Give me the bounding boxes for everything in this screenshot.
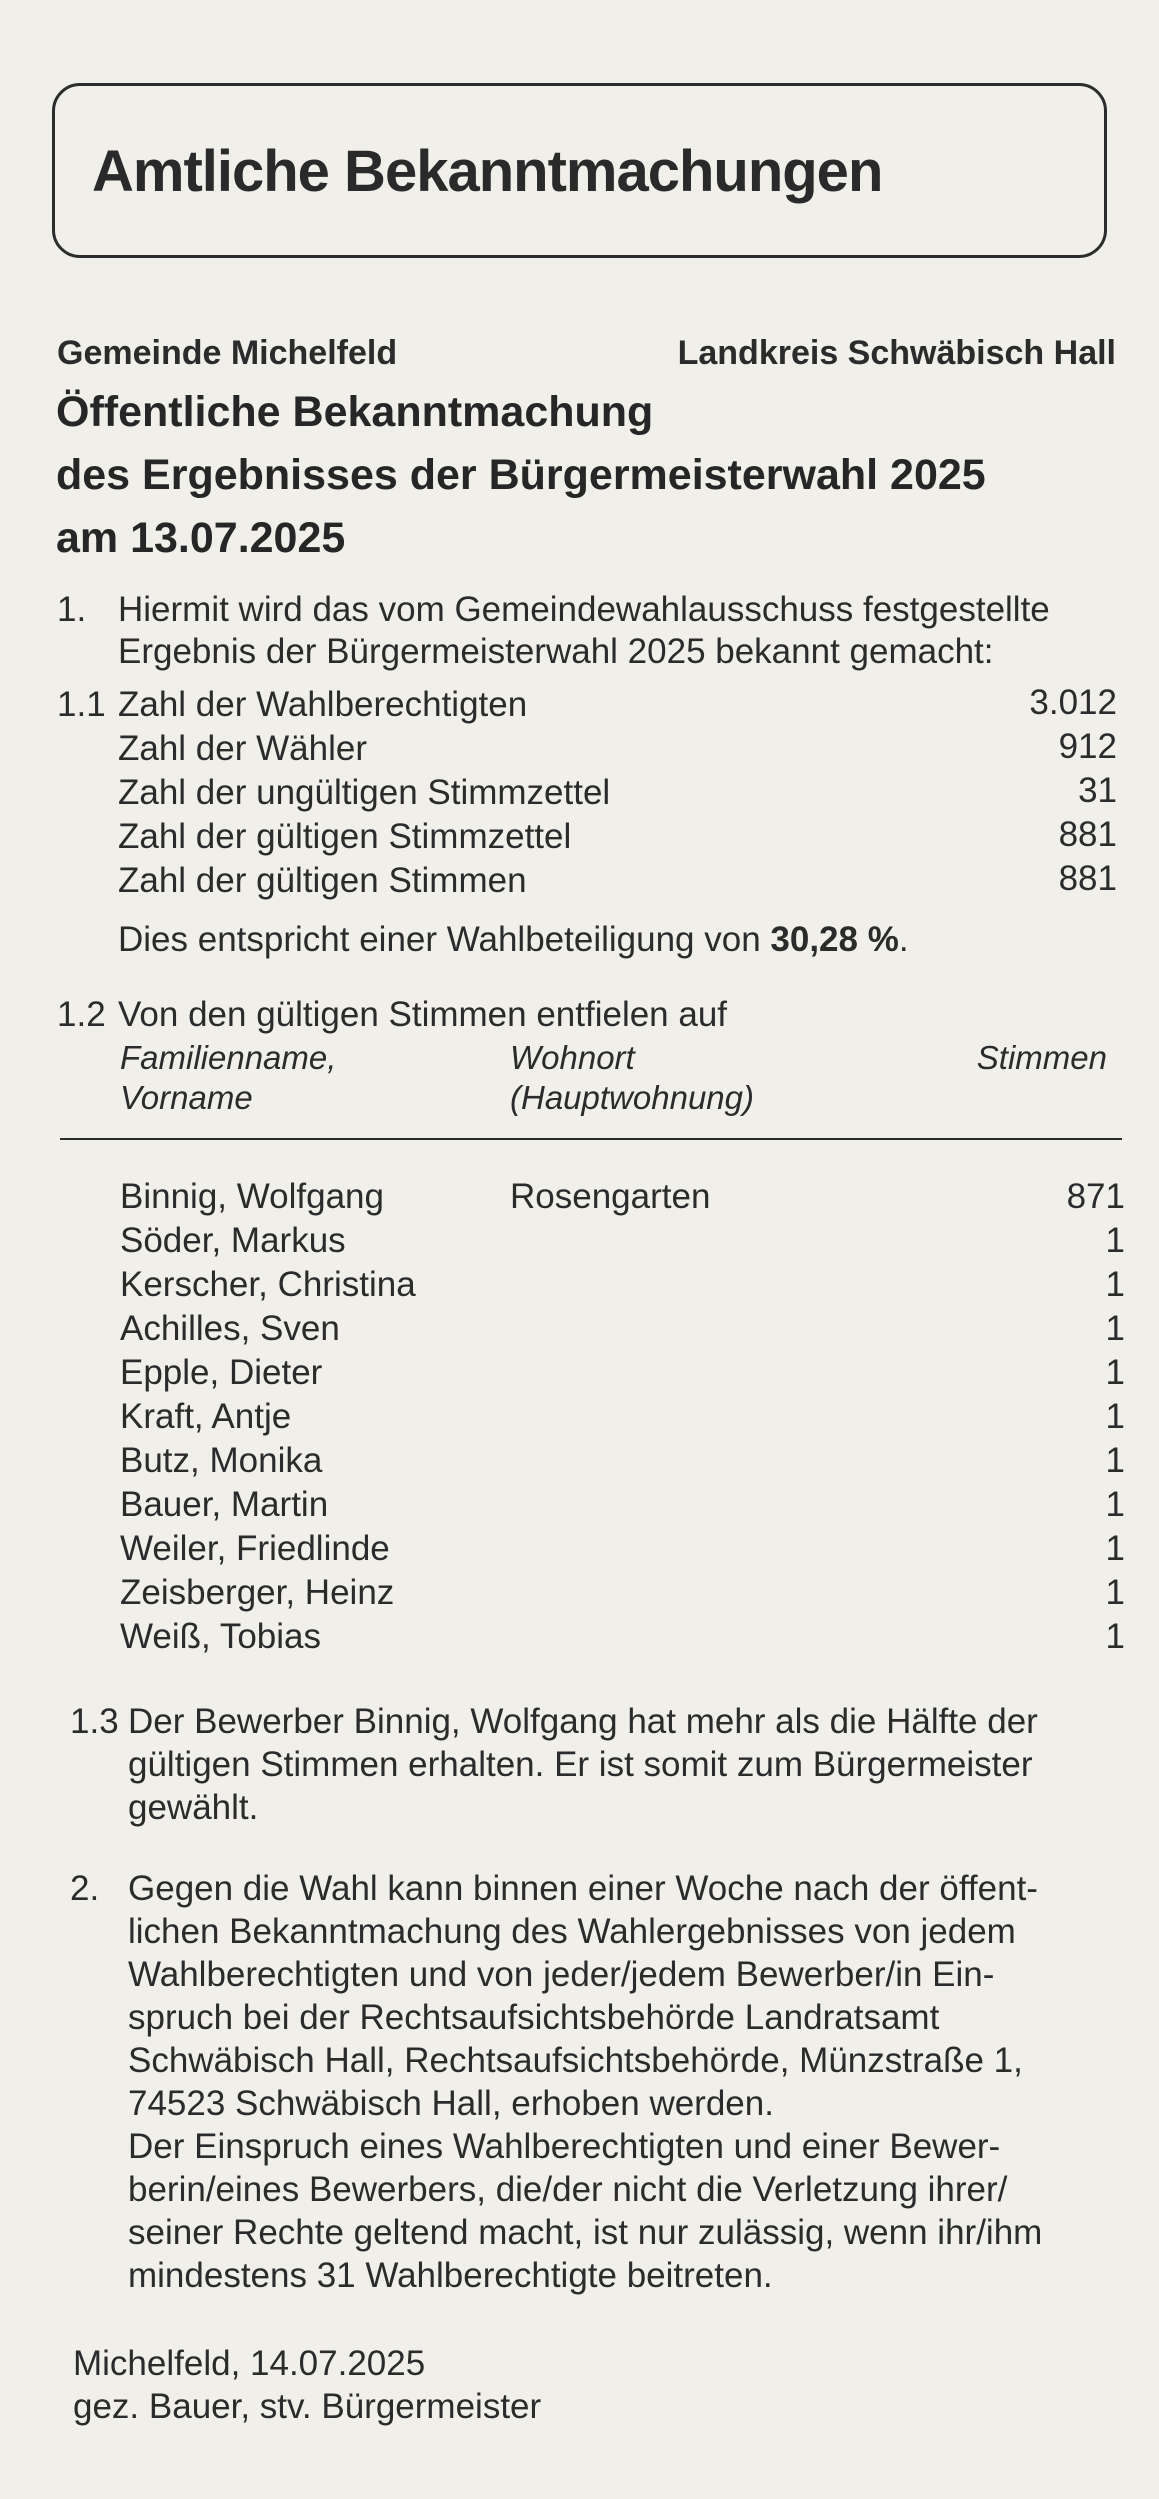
- candidate-votes: 1: [1105, 1397, 1125, 1436]
- table-row: [120, 1527, 1125, 1571]
- candidate-name: Binnig, Wolfgang: [120, 1177, 384, 1216]
- candidate-name: Kraft, Antje: [120, 1397, 292, 1436]
- stat-value: 31: [1078, 771, 1117, 810]
- candidate-name: Epple, Dieter: [120, 1353, 323, 1392]
- table-row: [120, 1483, 1125, 1527]
- candidate-votes: 1: [1105, 1265, 1125, 1304]
- candidate-name: Achilles, Sven: [120, 1309, 340, 1348]
- stat-value: 912: [1058, 727, 1117, 766]
- section-1-line-1: Hiermit wird das vom Gemeindewahlausschuss festgestellte: [118, 590, 1050, 629]
- section-2-line: 74523 Schwäbisch Hall, erhoben werden.: [128, 2084, 774, 2123]
- section-1-number: 1.: [57, 590, 87, 629]
- table-row: [120, 1175, 1125, 1219]
- candidate-votes: 1: [1105, 1529, 1125, 1568]
- section-1-line-2: Ergebnis der Bürgermeisterwahl 2025 bekannt gemacht:: [118, 632, 994, 671]
- table-row: [120, 1351, 1125, 1395]
- candidate-votes: 1: [1105, 1485, 1125, 1524]
- section-2-number: 2.: [70, 1869, 100, 1908]
- stat-label: Zahl der gültigen Stimmzettel: [118, 817, 572, 856]
- headline-line-1: Öffentliche Bekanntmachung: [56, 388, 654, 436]
- table-row: [120, 1615, 1125, 1659]
- table-row: [120, 1571, 1125, 1615]
- section-2-line: Gegen die Wahl kann binnen einer Woche nach der öffent-: [128, 1869, 1038, 1908]
- table-row: [120, 1307, 1125, 1351]
- candidate-name: Kerscher, Christina: [120, 1265, 416, 1304]
- stat-label: Zahl der Wahlberechtigten: [118, 685, 528, 724]
- section-2-line: lichen Bekanntmachung des Wahlergebnisses von jedem: [128, 1912, 1016, 1951]
- candidate-name: Zeisberger, Heinz: [120, 1573, 395, 1612]
- headline-line-2: des Ergebnisses der Bürgermeisterwahl 2025: [56, 451, 986, 499]
- section-1-3-number: 1.3: [70, 1702, 119, 1741]
- candidate-name: Bauer, Martin: [120, 1485, 329, 1524]
- column-header-residence-1: Wohnort: [510, 1039, 635, 1076]
- table-row: [120, 1439, 1125, 1483]
- candidate-name: Söder, Markus: [120, 1221, 346, 1260]
- section-2-line: Schwäbisch Hall, Rechtsaufsichtsbehörde, Münzstraße 1,: [128, 2041, 1023, 2080]
- stat-value: 3.012: [1029, 683, 1117, 722]
- section-1-3-line-3: gewählt.: [128, 1788, 259, 1827]
- section-2-line: Der Einspruch eines Wahlberechtigten und einer Bewer-: [128, 2127, 1001, 2166]
- section-2-line: spruch bei der Rechtsaufsichtsbehörde Landratsamt: [128, 1998, 940, 2037]
- section-1-2-number: 1.2: [57, 995, 106, 1034]
- section-1-3-line-1: Der Bewerber Binnig, Wolfgang hat mehr als die Hälfte der: [128, 1702, 1038, 1741]
- turnout-value: 30,28 %: [770, 920, 899, 959]
- candidate-name: Weiß, Tobias: [120, 1617, 322, 1656]
- candidate-name: Weiler, Friedlinde: [120, 1529, 390, 1568]
- section-2-line: seiner Rechte geltend macht, ist nur zulässig, wenn ihr/ihm: [128, 2213, 1043, 2252]
- place-date: Michelfeld, 14.07.2025: [73, 2344, 426, 2383]
- candidate-votes: 1: [1105, 1573, 1125, 1612]
- column-header-votes: Stimmen: [976, 1039, 1107, 1076]
- section-1-1-number: 1.1: [57, 685, 106, 724]
- table-divider: [60, 1138, 1122, 1140]
- district: Landkreis Schwäbisch Hall: [677, 334, 1116, 372]
- banner-title: Amtliche Bekanntmachungen: [92, 139, 883, 204]
- section-2-line: berin/eines Bewerbers, die/der nicht die Verletzung ihrer/: [128, 2170, 1008, 2209]
- candidate-name: Butz, Monika: [120, 1441, 323, 1480]
- signature: gez. Bauer, stv. Bürgermeister: [73, 2387, 542, 2426]
- stat-value: 881: [1058, 815, 1117, 854]
- stat-label: Zahl der ungültigen Stimmzettel: [118, 773, 611, 812]
- headline-line-3: am 13.07.2025: [56, 514, 346, 562]
- stat-label: Zahl der Wähler: [118, 729, 367, 768]
- column-header-name-2: Vorname: [120, 1079, 253, 1116]
- candidate-votes: 1: [1105, 1441, 1125, 1480]
- municipality: Gemeinde Michelfeld: [57, 334, 398, 372]
- candidate-votes: 1: [1105, 1309, 1125, 1348]
- column-header-residence-2: (Hauptwohnung): [510, 1079, 754, 1116]
- stat-label: Zahl der gültigen Stimmen: [118, 861, 527, 900]
- candidate-residence: Rosengarten: [510, 1177, 711, 1216]
- candidate-votes: 871: [1066, 1177, 1125, 1216]
- stat-value: 881: [1058, 859, 1117, 898]
- table-row: [120, 1219, 1125, 1263]
- column-header-name-1: Familienname,: [120, 1039, 337, 1076]
- table-row: [120, 1395, 1125, 1439]
- turnout-end: .: [898, 920, 909, 959]
- section-1-3-line-2: gültigen Stimmen erhalten. Er ist somit zum Bürgermeister: [128, 1745, 1033, 1784]
- section-1-2-intro: Von den gültigen Stimmen entfielen auf: [118, 995, 728, 1034]
- turnout-sentence: [118, 918, 909, 962]
- section-2-line: Wahlberechtigten und von jeder/jedem Bewerber/in Ein-: [128, 1955, 995, 1994]
- table-row: [120, 1263, 1125, 1307]
- turnout-text: Dies entspricht einer Wahlbeteiligung von: [118, 920, 761, 959]
- candidate-table: [120, 1175, 1125, 1659]
- candidate-votes: 1: [1105, 1353, 1125, 1392]
- candidate-votes: 1: [1105, 1221, 1125, 1260]
- candidate-votes: 1: [1105, 1617, 1125, 1656]
- section-2-line: mindestens 31 Wahlberechtigte beitreten.: [128, 2256, 773, 2295]
